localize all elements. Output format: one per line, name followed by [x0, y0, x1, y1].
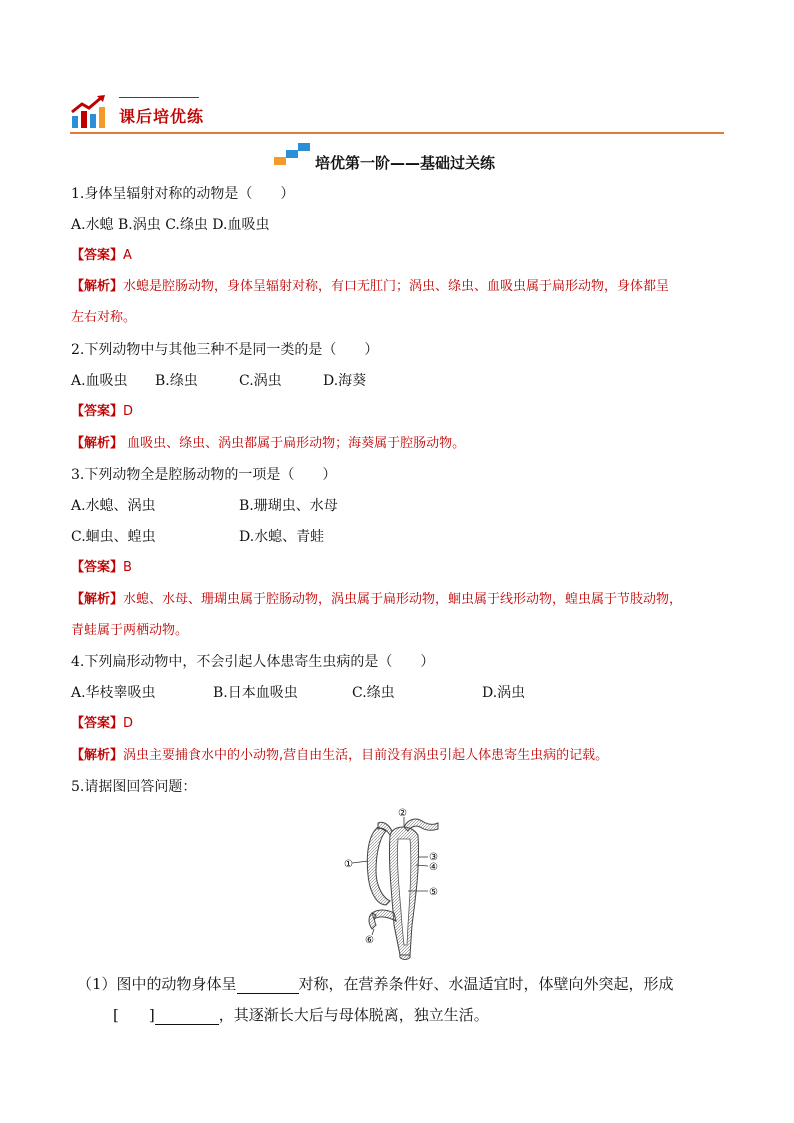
figure-label-1: ① — [344, 859, 353, 870]
section-title: 培优第一阶——基础过关练 — [315, 154, 496, 172]
option-b: B.日本血吸虫 — [213, 685, 298, 701]
header-chart-icon — [70, 94, 108, 130]
figure-label-4: ④ — [429, 862, 438, 873]
analysis-text: 水螅、水母、珊瑚虫属于腔肠动物，涡虫属于扁形动物，蛔虫属于线形动物，蝗虫属于节肢动物， — [123, 592, 683, 607]
q2-stem: 2.下列动物中与其他三种不是同一类的是（ ） — [71, 342, 379, 358]
q3-answer — [71, 558, 132, 578]
q4-stem: 4.下列扁形动物中，不会引起人体患寄生虫病的是（ ） — [71, 654, 435, 670]
q3-options-row2 — [71, 527, 471, 547]
answer-value: A — [123, 248, 132, 263]
figure-label-5: ⑤ — [429, 887, 438, 898]
q1-answer — [71, 246, 132, 266]
answer-tag: 【答案】 — [71, 716, 124, 731]
hydra-figure — [338, 805, 458, 965]
analysis-text: 血吸虫、绦虫、涡虫都属于扁形动物；海葵属于腔肠动物。 — [123, 436, 466, 451]
q4-analysis — [71, 746, 608, 766]
option-c: C.绦虫 — [352, 685, 395, 701]
q5-sub1-line2 — [113, 1005, 489, 1025]
stairs-icon — [274, 143, 310, 165]
blank-symmetry[interactable] — [237, 977, 299, 994]
header-title: 课后培优练 — [119, 107, 205, 126]
analysis-text: 水螅是腔肠动物，身体呈辐射对称，有口无肛门；涡虫、绦虫、血吸虫属于扁形动物，身体都呈 — [123, 279, 670, 294]
option-d: D.海葵 — [323, 373, 367, 389]
q3-options-row1 — [71, 496, 471, 516]
answer-value: D — [123, 404, 134, 419]
analysis-tag: 【解析】 — [71, 436, 124, 451]
q5-sub1-text-a: （1）图中的动物身体呈 — [77, 975, 237, 993]
q3-analysis-cont: 青蛙属于两栖动物。 — [71, 623, 189, 638]
q1-analysis — [71, 277, 669, 297]
q1-stem: 1.身体呈辐射对称的动物是（ ） — [71, 186, 295, 202]
q1-options: A.水螅 B.涡虫 C.绦虫 D.血吸虫 — [71, 217, 270, 233]
header-rule — [70, 132, 724, 134]
q4-options — [71, 683, 571, 703]
option-c: C.蛔虫、蝗虫 — [71, 529, 156, 545]
q3-analysis — [71, 590, 682, 610]
q4-answer — [71, 714, 133, 734]
option-b: B.绦虫 — [155, 373, 198, 389]
option-c: C.涡虫 — [239, 373, 282, 389]
analysis-tag: 【解析】 — [71, 592, 124, 607]
answer-tag: 【答案】 — [71, 248, 124, 263]
q5-sub1-line1 — [77, 974, 674, 994]
option-d: D.涡虫 — [482, 685, 526, 701]
option-d: D.水螅、青蛙 — [239, 529, 325, 545]
q2-options — [71, 371, 471, 391]
analysis-text: 涡虫主要捕食水中的小动物,营自由生活，目前没有涡虫引起人体患寄生虫病的记载。 — [123, 748, 609, 763]
q5-sub1-text-b: 对称，在营养条件好、水温适宜时，体壁向外突起，形成 — [298, 975, 674, 993]
figure-label-2: ② — [398, 808, 407, 819]
answer-tag: 【答案】 — [71, 560, 124, 575]
blank-structure[interactable] — [155, 1008, 219, 1025]
option-b: B.珊瑚虫、水母 — [239, 498, 338, 514]
option-a: A.水螅、涡虫 — [71, 498, 156, 514]
figure-label-6: ⑥ — [365, 935, 374, 946]
q5-stem: 5.请据图回答问题： — [71, 779, 197, 795]
analysis-tag: 【解析】 — [71, 748, 124, 763]
figure-label-3: ③ — [429, 852, 438, 863]
q2-analysis — [71, 434, 465, 454]
header-top-line — [119, 97, 199, 98]
answer-value: B — [123, 560, 132, 575]
option-a: A.华枝睾吸虫 — [71, 685, 156, 701]
q1-analysis-cont: 左右对称。 — [71, 310, 137, 325]
analysis-tag: 【解析】 — [71, 279, 124, 294]
answer-tag: 【答案】 — [71, 404, 124, 419]
q3-stem: 3.下列动物全是腔肠动物的一项是（ ） — [71, 467, 337, 483]
q2-answer — [71, 402, 133, 422]
option-a: A.血吸虫 — [71, 373, 128, 389]
q5-sub1-text-c: ，其逐渐长大后与母体脱离，独立生活。 — [218, 1006, 489, 1024]
q5-sub1-bracket: [ ] — [113, 1006, 155, 1024]
answer-value: D — [123, 716, 134, 731]
